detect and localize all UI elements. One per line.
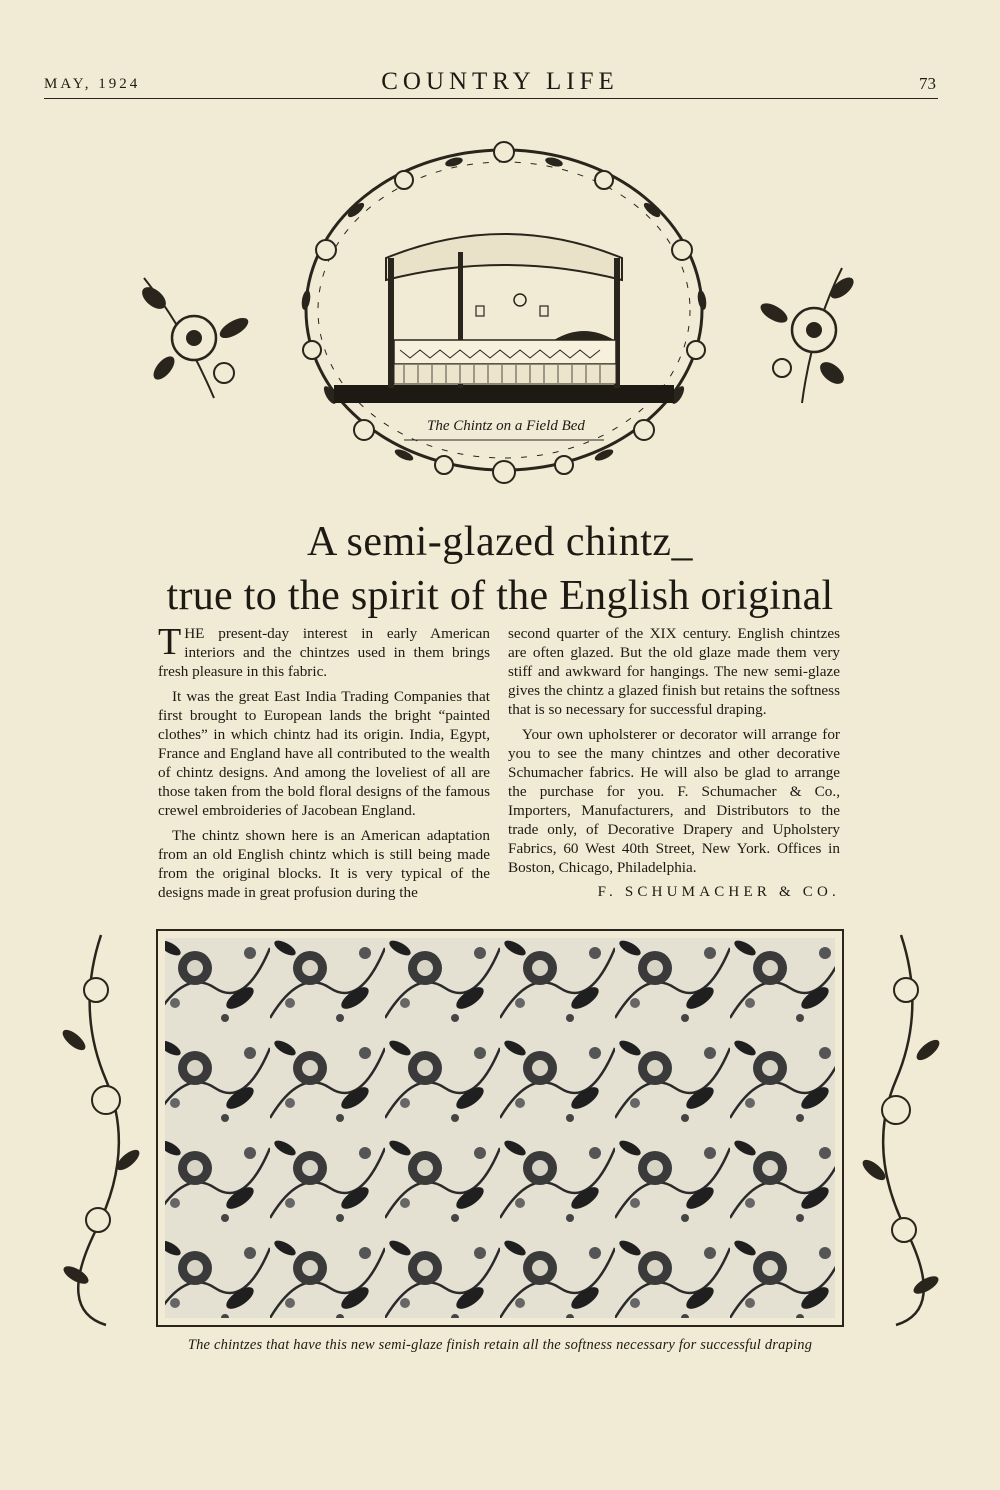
floral-border-right	[856, 930, 946, 1330]
body-column-right	[508, 624, 840, 902]
headline-line-1: A semi-glazed chintz_	[306, 519, 694, 565]
floral-spray-left	[124, 268, 264, 408]
drop-cap: T	[158, 621, 182, 663]
floral-border-left	[56, 930, 146, 1330]
illustration-caption: The Chintz on a Field Bed	[427, 418, 585, 434]
paragraph-text: HE present-day interest in early American interiors and the chintzes used in them brings fresh pleasure in this fabric.	[158, 625, 490, 680]
header-rule	[44, 98, 938, 99]
magazine-title: COUNTRY LIFE	[381, 68, 619, 95]
company-signature: F. SCHUMACHER & CO.	[597, 884, 840, 900]
paragraph: It was the great East India Trading Companies that first brought to European lands the bright “painted clothes” in which chintz had its origin. India, Egypt, France and England have all contributed to the wealth of chintz designs. And among the loveliest of all are those taken from the bold floral designs of the famous crewel embroideries of Jacobean England.	[158, 688, 490, 819]
paragraph	[158, 621, 490, 681]
headline-line-2: true to the spirit of the English original	[166, 573, 834, 619]
wreath-bed-illustration	[284, 140, 724, 500]
paragraph: second quarter of the XIX century. English chintzes are often glazed. But the old glaze made them very stiff and awkward for hangings. The new semi-glaze gives the chintz a glazed finish but retains the softness that is so necessary for successful draping.	[508, 625, 840, 718]
floral-spray-right	[752, 258, 872, 408]
fabric-sample-image	[155, 928, 845, 1328]
fabric-caption: The chintzes that have this new semi-glaze finish retain all the softness necessary for successful draping	[187, 1337, 813, 1353]
paragraph: Your own upholsterer or decorator will arrange for you to see the many chintzes and other decorative Schumacher fabrics. He will also be glad to arrange the purchase for you. F. Schumacher & Co., Importers, Manufacturers, and Distributors to the trade only, of Decorative Drapery and Upholstery Fabrics, 60 West 40th Street, New York. Offices in Boston, Chicago, Philadelphia.	[508, 726, 840, 876]
paragraph: The chintz shown here is an American adaptation from an old English chintz which is still being made from the original blocks. It is very typical of the designs made in great profusion during the	[158, 827, 490, 901]
body-column-left	[158, 621, 490, 908]
issue-date: MAY, 1924	[44, 76, 141, 92]
page-number: 73	[919, 74, 936, 93]
